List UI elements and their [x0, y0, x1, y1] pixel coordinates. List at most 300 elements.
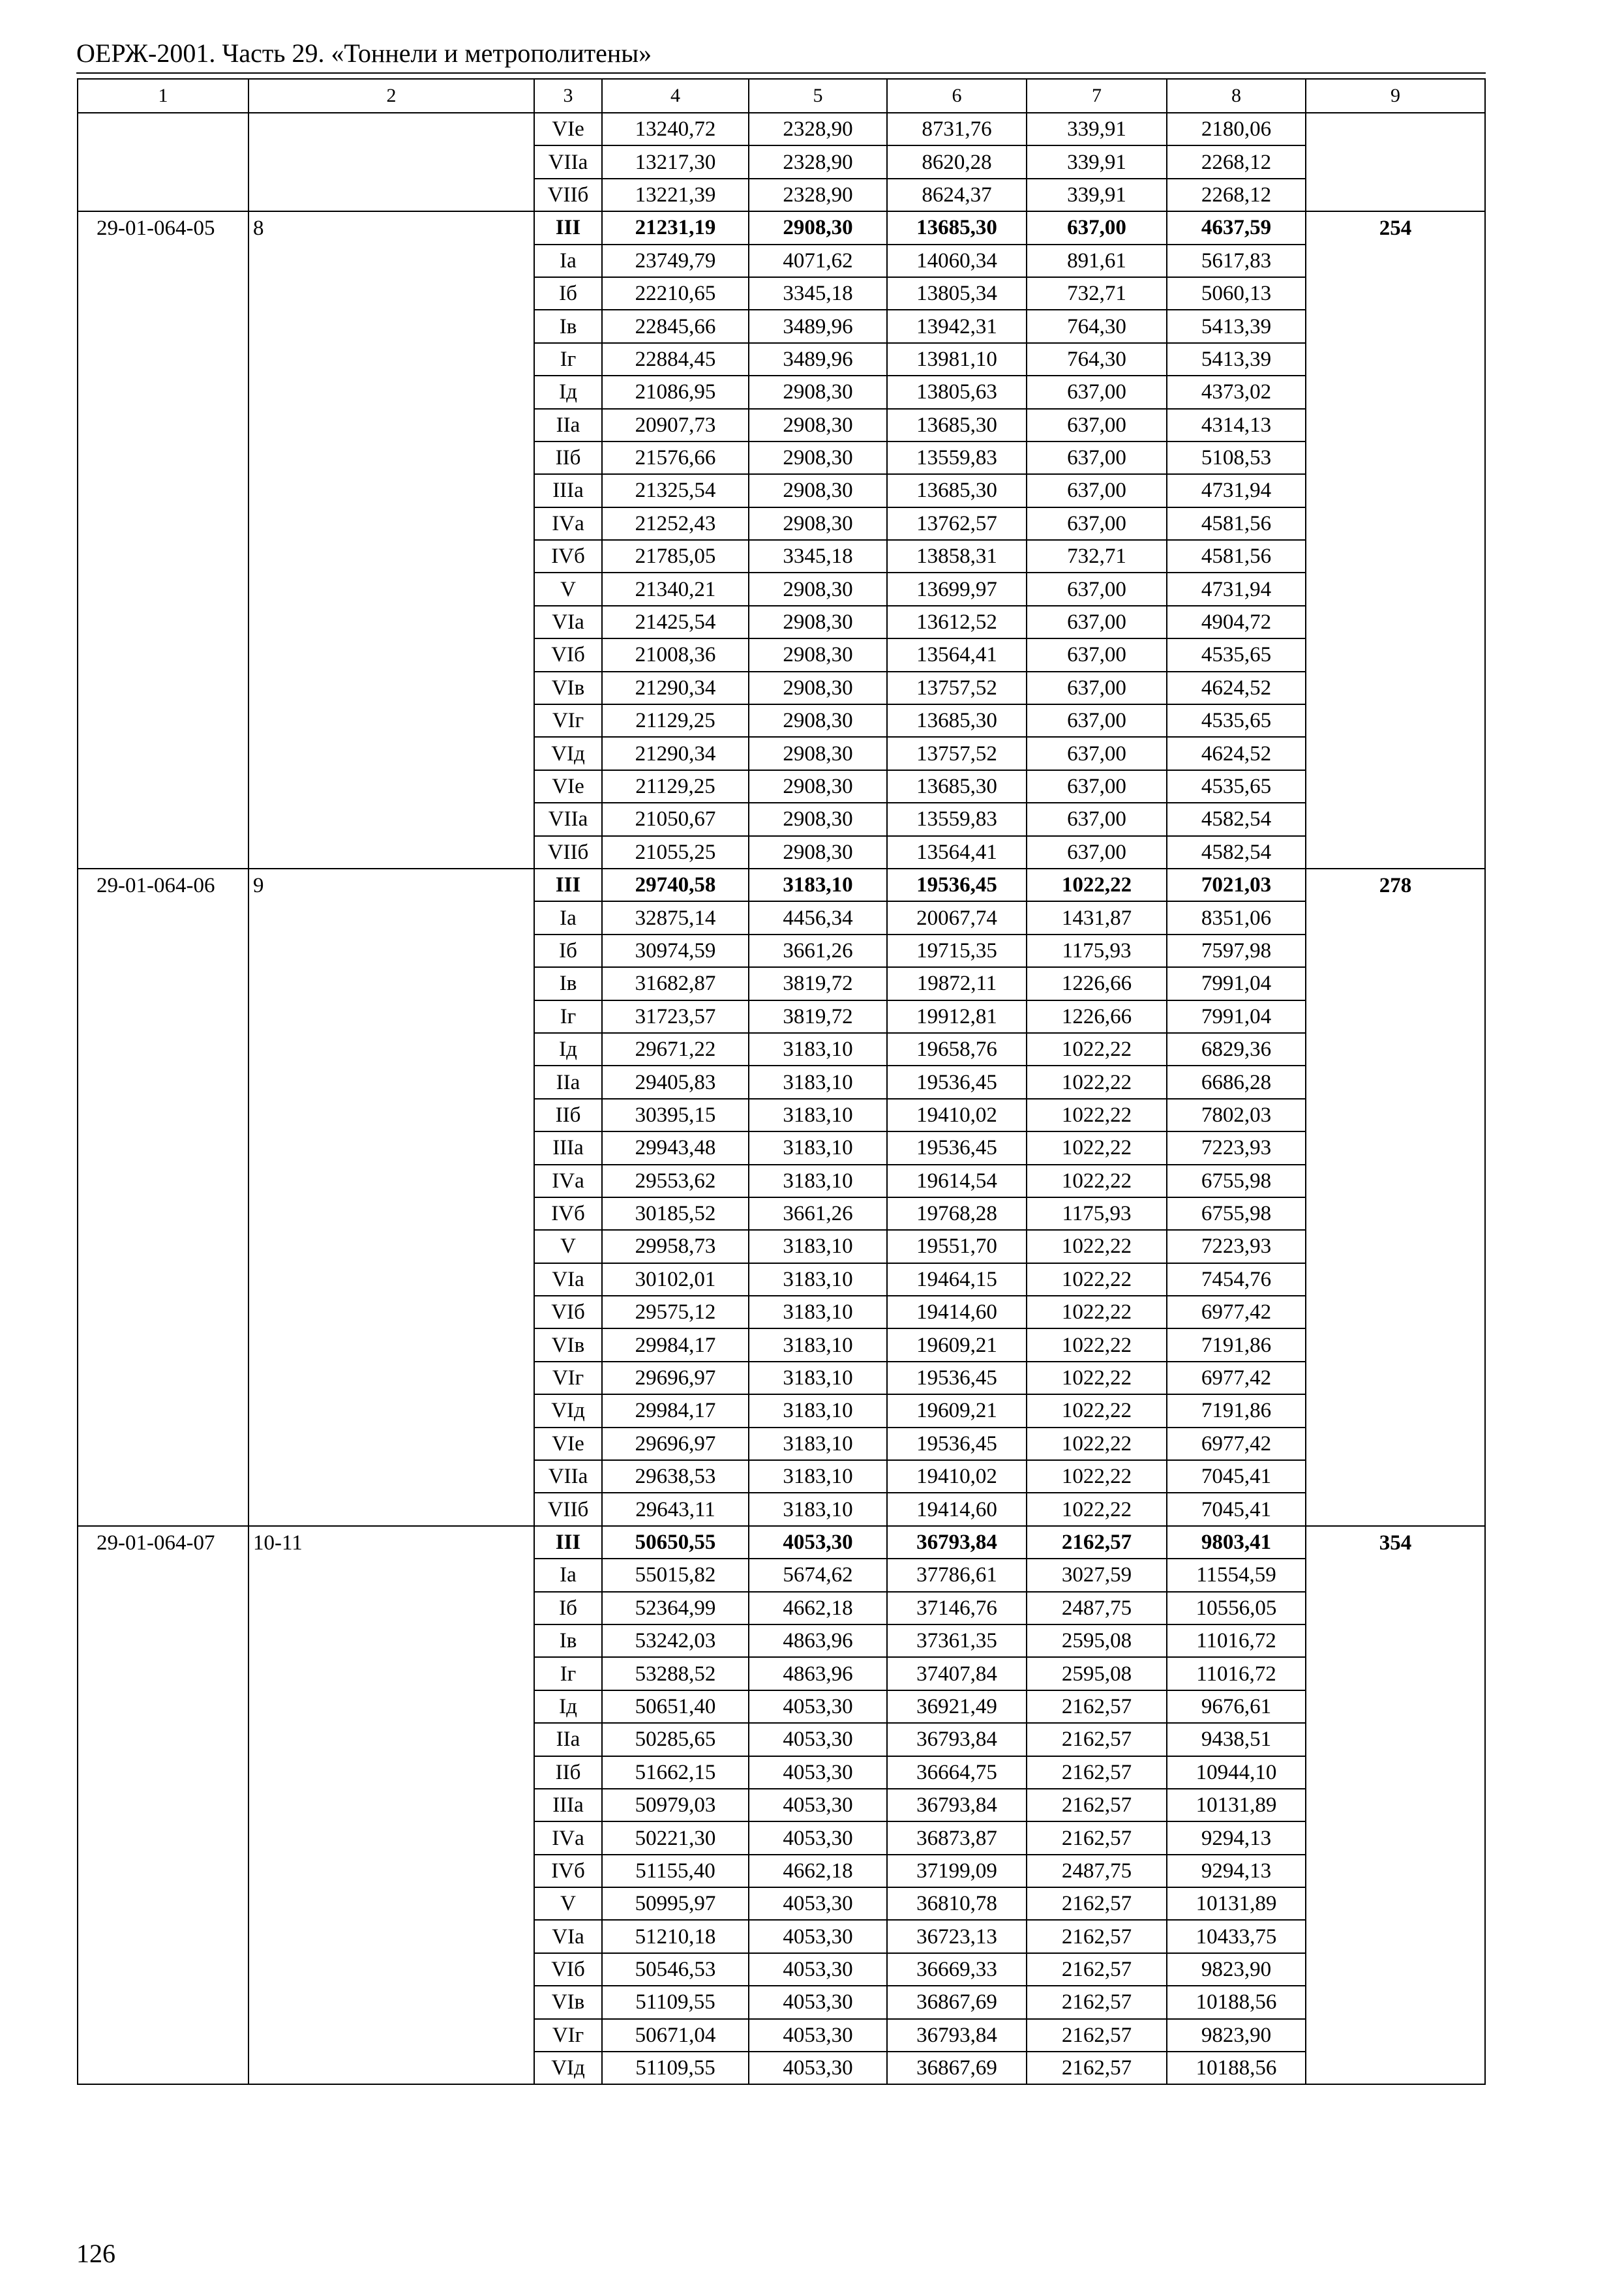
value-cell: 1431,87: [1027, 901, 1167, 934]
value-cell: 13221,39: [602, 179, 749, 211]
zone-cell: VIе: [534, 1428, 602, 1460]
value-cell: 32875,14: [602, 901, 749, 934]
value-cell: 3183,10: [749, 1328, 887, 1361]
value-cell: 2908,30: [749, 638, 887, 671]
zone-cell: Iв: [534, 967, 602, 1000]
value-cell: 1226,66: [1027, 967, 1167, 1000]
value-cell: 2595,08: [1027, 1624, 1167, 1657]
zone-cell: Iа: [534, 1559, 602, 1591]
value-cell: 29405,83: [602, 1066, 749, 1098]
zone-cell: VIд: [534, 2052, 602, 2084]
value-cell: 13685,30: [887, 409, 1027, 441]
value-cell: 52364,99: [602, 1592, 749, 1624]
value-cell: 3661,26: [749, 935, 887, 967]
value-cell: 3183,10: [749, 1493, 887, 1525]
value-cell: 2908,30: [749, 606, 887, 638]
value-cell: 9803,41: [1167, 1526, 1306, 1559]
value-cell: 10433,75: [1167, 1920, 1306, 1952]
zone-cell: VIIб: [534, 1493, 602, 1525]
value-cell: 6977,42: [1167, 1428, 1306, 1460]
value-cell: 637,00: [1027, 704, 1167, 737]
value-cell: 3183,10: [749, 1362, 887, 1394]
value-cell: 19872,11: [887, 967, 1027, 1000]
zone-cell: VIб: [534, 638, 602, 671]
column-header: 1: [78, 79, 248, 113]
soil-group: [248, 113, 534, 211]
value-cell: 29958,73: [602, 1230, 749, 1263]
value-cell: 7454,76: [1167, 1263, 1306, 1296]
zone-cell: VIб: [534, 1953, 602, 1986]
column9-value: 278: [1306, 869, 1485, 1526]
value-cell: 36793,84: [887, 1526, 1027, 1559]
value-cell: 3345,18: [749, 540, 887, 573]
zone-cell: IIIа: [534, 1789, 602, 1821]
value-cell: 10188,56: [1167, 1986, 1306, 2018]
value-cell: 7045,41: [1167, 1493, 1306, 1525]
value-cell: 10188,56: [1167, 2052, 1306, 2084]
value-cell: 2162,57: [1027, 1789, 1167, 1821]
value-cell: 50979,03: [602, 1789, 749, 1821]
value-cell: 36793,84: [887, 1723, 1027, 1756]
value-cell: 50221,30: [602, 1821, 749, 1854]
value-cell: 637,00: [1027, 441, 1167, 474]
zone-cell: VIа: [534, 1263, 602, 1296]
value-cell: 4863,96: [749, 1657, 887, 1690]
value-cell: 6977,42: [1167, 1296, 1306, 1328]
column9-value: [1306, 113, 1485, 211]
value-cell: 29638,53: [602, 1460, 749, 1493]
value-cell: 3183,10: [749, 1230, 887, 1263]
zone-cell: IIб: [534, 1099, 602, 1131]
value-cell: 2162,57: [1027, 1920, 1167, 1952]
value-cell: 6755,98: [1167, 1165, 1306, 1197]
value-cell: 4053,30: [749, 1821, 887, 1854]
value-cell: 3183,10: [749, 1394, 887, 1427]
value-cell: 339,91: [1027, 113, 1167, 145]
value-cell: 1175,93: [1027, 935, 1167, 967]
value-cell: 10131,89: [1167, 1887, 1306, 1920]
value-cell: 2908,30: [749, 409, 887, 441]
zone-cell: IIIа: [534, 1131, 602, 1164]
value-cell: 21231,19: [602, 211, 749, 244]
value-cell: 50651,40: [602, 1690, 749, 1723]
value-cell: 9676,61: [1167, 1690, 1306, 1723]
value-cell: 3183,10: [749, 869, 887, 901]
zone-cell: VIе: [534, 113, 602, 145]
value-cell: 55015,82: [602, 1559, 749, 1591]
value-cell: 3819,72: [749, 967, 887, 1000]
value-cell: 5413,39: [1167, 343, 1306, 376]
value-cell: 2595,08: [1027, 1657, 1167, 1690]
value-cell: 19464,15: [887, 1263, 1027, 1296]
value-cell: 29671,22: [602, 1033, 749, 1066]
value-cell: 51109,55: [602, 1986, 749, 2018]
value-cell: 13858,31: [887, 540, 1027, 573]
value-cell: 3489,96: [749, 343, 887, 376]
zone-cell: IVа: [534, 507, 602, 540]
value-cell: 2162,57: [1027, 1986, 1167, 2018]
value-cell: 7191,86: [1167, 1394, 1306, 1427]
zone-cell: IIа: [534, 1723, 602, 1756]
zone-cell: VIд: [534, 737, 602, 770]
value-cell: 4053,30: [749, 1953, 887, 1986]
value-cell: 3183,10: [749, 1263, 887, 1296]
value-cell: 2162,57: [1027, 1526, 1167, 1559]
value-cell: 2908,30: [749, 211, 887, 244]
value-cell: 13685,30: [887, 770, 1027, 803]
value-cell: 339,91: [1027, 145, 1167, 178]
value-cell: 4053,30: [749, 2052, 887, 2084]
value-cell: 2908,30: [749, 672, 887, 704]
value-cell: 21086,95: [602, 376, 749, 408]
value-cell: 21252,43: [602, 507, 749, 540]
rate-code: 29-01-064-07: [78, 1526, 248, 2085]
value-cell: 7191,86: [1167, 1328, 1306, 1361]
value-cell: 2268,12: [1167, 179, 1306, 211]
value-cell: 19414,60: [887, 1493, 1027, 1525]
value-cell: 2328,90: [749, 113, 887, 145]
value-cell: 4535,65: [1167, 638, 1306, 671]
value-cell: 2908,30: [749, 737, 887, 770]
zone-cell: Iб: [534, 277, 602, 310]
column-header: 6: [887, 79, 1027, 113]
column9-value: 354: [1306, 1526, 1485, 2085]
value-cell: 2908,30: [749, 770, 887, 803]
value-cell: 4582,54: [1167, 803, 1306, 835]
zone-cell: V: [534, 573, 602, 605]
value-cell: 637,00: [1027, 573, 1167, 605]
value-cell: 50546,53: [602, 1953, 749, 1986]
value-cell: 2487,75: [1027, 1855, 1167, 1887]
value-cell: 1022,22: [1027, 1394, 1167, 1427]
value-cell: 2487,75: [1027, 1592, 1167, 1624]
zone-cell: Iд: [534, 1690, 602, 1723]
value-cell: 13559,83: [887, 441, 1027, 474]
value-cell: 1022,22: [1027, 1099, 1167, 1131]
rates-table: [77, 78, 1486, 2085]
value-cell: 53242,03: [602, 1624, 749, 1657]
value-cell: 3183,10: [749, 1131, 887, 1164]
value-cell: 21290,34: [602, 737, 749, 770]
value-cell: 2328,90: [749, 179, 887, 211]
value-cell: 37199,09: [887, 1855, 1027, 1887]
value-cell: 1226,66: [1027, 1000, 1167, 1033]
value-cell: 36669,33: [887, 1953, 1027, 1986]
value-cell: 19609,21: [887, 1394, 1027, 1427]
soil-group: 8: [248, 211, 534, 869]
value-cell: 10944,10: [1167, 1756, 1306, 1789]
value-cell: 3661,26: [749, 1197, 887, 1230]
value-cell: 37361,35: [887, 1624, 1027, 1657]
value-cell: 21129,25: [602, 704, 749, 737]
value-cell: 37786,61: [887, 1559, 1027, 1591]
value-cell: 13757,52: [887, 672, 1027, 704]
value-cell: 339,91: [1027, 179, 1167, 211]
value-cell: 732,71: [1027, 277, 1167, 310]
value-cell: 4053,30: [749, 1690, 887, 1723]
value-cell: 4581,56: [1167, 540, 1306, 573]
value-cell: 19658,76: [887, 1033, 1027, 1066]
value-cell: 1022,22: [1027, 1296, 1167, 1328]
value-cell: 4053,30: [749, 2019, 887, 2052]
value-cell: 4731,94: [1167, 573, 1306, 605]
value-cell: 3183,10: [749, 1066, 887, 1098]
value-cell: 2180,06: [1167, 113, 1306, 145]
value-cell: 1022,22: [1027, 1165, 1167, 1197]
value-cell: 13762,57: [887, 507, 1027, 540]
value-cell: 19410,02: [887, 1099, 1027, 1131]
value-cell: 1022,22: [1027, 1131, 1167, 1164]
value-cell: 2908,30: [749, 573, 887, 605]
zone-cell: IIб: [534, 1756, 602, 1789]
column-header: 7: [1027, 79, 1167, 113]
column-header: 2: [248, 79, 534, 113]
value-cell: 8620,28: [887, 145, 1027, 178]
value-cell: 19536,45: [887, 1131, 1027, 1164]
value-cell: 29643,11: [602, 1493, 749, 1525]
column-header: 8: [1167, 79, 1306, 113]
soil-group: 9: [248, 869, 534, 1526]
value-cell: 13685,30: [887, 211, 1027, 244]
value-cell: 19414,60: [887, 1296, 1027, 1328]
value-cell: 9294,13: [1167, 1855, 1306, 1887]
zone-cell: Iд: [534, 1033, 602, 1066]
value-cell: 30102,01: [602, 1263, 749, 1296]
value-cell: 29943,48: [602, 1131, 749, 1164]
value-cell: 4581,56: [1167, 507, 1306, 540]
value-cell: 29984,17: [602, 1328, 749, 1361]
value-cell: 1022,22: [1027, 1263, 1167, 1296]
page-number: 126: [76, 2239, 115, 2268]
value-cell: 5617,83: [1167, 245, 1306, 277]
value-cell: 51210,18: [602, 1920, 749, 1952]
zone-cell: IVб: [534, 540, 602, 573]
value-cell: 7802,03: [1167, 1099, 1306, 1131]
value-cell: 4624,52: [1167, 672, 1306, 704]
zone-cell: Iг: [534, 343, 602, 376]
zone-cell: Iа: [534, 245, 602, 277]
zone-cell: VIг: [534, 704, 602, 737]
value-cell: 764,30: [1027, 310, 1167, 342]
value-cell: 19536,45: [887, 869, 1027, 901]
value-cell: 50995,97: [602, 1887, 749, 1920]
value-cell: 36664,75: [887, 1756, 1027, 1789]
value-cell: 21340,21: [602, 573, 749, 605]
value-cell: 7223,93: [1167, 1230, 1306, 1263]
column9-value: 254: [1306, 211, 1485, 869]
zone-cell: VIIб: [534, 179, 602, 211]
value-cell: 20067,74: [887, 901, 1027, 934]
page-header: ОЕРЖ-2001. Часть 29. «Тоннели и метрополитены»: [76, 38, 652, 68]
value-cell: 4535,65: [1167, 770, 1306, 803]
zone-cell: III: [534, 211, 602, 244]
value-cell: 14060,34: [887, 245, 1027, 277]
value-cell: 13805,34: [887, 277, 1027, 310]
value-cell: 2162,57: [1027, 1821, 1167, 1854]
zone-cell: IIа: [534, 409, 602, 441]
value-cell: 2328,90: [749, 145, 887, 178]
value-cell: 13612,52: [887, 606, 1027, 638]
zone-cell: VIб: [534, 1296, 602, 1328]
value-cell: 19715,35: [887, 935, 1027, 967]
value-cell: 9294,13: [1167, 1821, 1306, 1854]
value-cell: 7021,03: [1167, 869, 1306, 901]
value-cell: 37146,76: [887, 1592, 1027, 1624]
value-cell: 3027,59: [1027, 1559, 1167, 1591]
value-cell: 13564,41: [887, 638, 1027, 671]
zone-cell: VIг: [534, 2019, 602, 2052]
zone-cell: VIа: [534, 606, 602, 638]
value-cell: 19768,28: [887, 1197, 1027, 1230]
value-cell: 637,00: [1027, 474, 1167, 507]
value-cell: 11016,72: [1167, 1624, 1306, 1657]
value-cell: 4637,59: [1167, 211, 1306, 244]
value-cell: 50650,55: [602, 1526, 749, 1559]
value-cell: 19609,21: [887, 1328, 1027, 1361]
value-cell: 2908,30: [749, 803, 887, 835]
value-cell: 29984,17: [602, 1394, 749, 1427]
value-cell: 11016,72: [1167, 1657, 1306, 1690]
value-cell: 5674,62: [749, 1559, 887, 1591]
value-cell: 21055,25: [602, 836, 749, 869]
value-cell: 31682,87: [602, 967, 749, 1000]
value-cell: 3183,10: [749, 1165, 887, 1197]
value-cell: 2908,30: [749, 704, 887, 737]
value-cell: 29553,62: [602, 1165, 749, 1197]
rate-code: [78, 113, 248, 211]
value-cell: 13564,41: [887, 836, 1027, 869]
value-cell: 13559,83: [887, 803, 1027, 835]
zone-cell: IIб: [534, 441, 602, 474]
value-cell: 19614,54: [887, 1165, 1027, 1197]
value-cell: 1175,93: [1027, 1197, 1167, 1230]
value-cell: 4662,18: [749, 1855, 887, 1887]
zone-cell: VIг: [534, 1362, 602, 1394]
value-cell: 5060,13: [1167, 277, 1306, 310]
value-cell: 637,00: [1027, 770, 1167, 803]
zone-cell: III: [534, 1526, 602, 1559]
value-cell: 3819,72: [749, 1000, 887, 1033]
value-cell: 13685,30: [887, 704, 1027, 737]
value-cell: 4053,30: [749, 1756, 887, 1789]
value-cell: 51662,15: [602, 1756, 749, 1789]
value-cell: 6829,36: [1167, 1033, 1306, 1066]
value-cell: 637,00: [1027, 376, 1167, 408]
value-cell: 4053,30: [749, 1887, 887, 1920]
zone-cell: VIд: [534, 1394, 602, 1427]
value-cell: 764,30: [1027, 343, 1167, 376]
value-cell: 637,00: [1027, 737, 1167, 770]
value-cell: 2162,57: [1027, 1887, 1167, 1920]
value-cell: 29575,12: [602, 1296, 749, 1328]
value-cell: 1022,22: [1027, 1230, 1167, 1263]
value-cell: 3345,18: [749, 277, 887, 310]
value-cell: 21425,54: [602, 606, 749, 638]
value-cell: 4053,30: [749, 1526, 887, 1559]
value-cell: 4053,30: [749, 1986, 887, 2018]
value-cell: 3183,10: [749, 1460, 887, 1493]
value-cell: 5413,39: [1167, 310, 1306, 342]
value-cell: 4053,30: [749, 1723, 887, 1756]
value-cell: 8731,76: [887, 113, 1027, 145]
value-cell: 637,00: [1027, 409, 1167, 441]
value-cell: 22210,65: [602, 277, 749, 310]
value-cell: 50671,04: [602, 2019, 749, 2052]
value-cell: 36867,69: [887, 2052, 1027, 2084]
value-cell: 2908,30: [749, 507, 887, 540]
value-cell: 1022,22: [1027, 1460, 1167, 1493]
value-cell: 4053,30: [749, 1920, 887, 1952]
value-cell: 1022,22: [1027, 1328, 1167, 1361]
header-rule: [76, 72, 1486, 74]
value-cell: 637,00: [1027, 606, 1167, 638]
value-cell: 13217,30: [602, 145, 749, 178]
zone-cell: VIIб: [534, 836, 602, 869]
value-cell: 2908,30: [749, 376, 887, 408]
value-cell: 732,71: [1027, 540, 1167, 573]
value-cell: 21050,67: [602, 803, 749, 835]
value-cell: 637,00: [1027, 803, 1167, 835]
value-cell: 37407,84: [887, 1657, 1027, 1690]
value-cell: 2162,57: [1027, 2052, 1167, 2084]
column-header: 3: [534, 79, 602, 113]
value-cell: 9823,90: [1167, 2019, 1306, 2052]
value-cell: 53288,52: [602, 1657, 749, 1690]
value-cell: 2268,12: [1167, 145, 1306, 178]
value-cell: 891,61: [1027, 245, 1167, 277]
zone-cell: V: [534, 1230, 602, 1263]
value-cell: 29696,97: [602, 1428, 749, 1460]
value-cell: 3183,10: [749, 1428, 887, 1460]
value-cell: 4582,54: [1167, 836, 1306, 869]
value-cell: 8351,06: [1167, 901, 1306, 934]
value-cell: 13699,97: [887, 573, 1027, 605]
table-row: [78, 113, 1485, 145]
zone-cell: IVб: [534, 1855, 602, 1887]
value-cell: 2162,57: [1027, 2019, 1167, 2052]
table-row: [78, 211, 1485, 244]
value-cell: 2162,57: [1027, 1690, 1167, 1723]
value-cell: 6686,28: [1167, 1066, 1306, 1098]
value-cell: 637,00: [1027, 672, 1167, 704]
value-cell: 4624,52: [1167, 737, 1306, 770]
value-cell: 7045,41: [1167, 1460, 1306, 1493]
value-cell: 6977,42: [1167, 1362, 1306, 1394]
value-cell: 9823,90: [1167, 1953, 1306, 1986]
value-cell: 4863,96: [749, 1624, 887, 1657]
value-cell: 20907,73: [602, 409, 749, 441]
value-cell: 21325,54: [602, 474, 749, 507]
value-cell: 21008,36: [602, 638, 749, 671]
value-cell: 4535,65: [1167, 704, 1306, 737]
value-cell: 3183,10: [749, 1099, 887, 1131]
value-cell: 2908,30: [749, 474, 887, 507]
value-cell: 3183,10: [749, 1033, 887, 1066]
value-cell: 36873,87: [887, 1821, 1027, 1854]
value-cell: 30974,59: [602, 935, 749, 967]
value-cell: 19536,45: [887, 1428, 1027, 1460]
value-cell: 4053,30: [749, 1789, 887, 1821]
value-cell: 31723,57: [602, 1000, 749, 1033]
value-cell: 7223,93: [1167, 1131, 1306, 1164]
column-header: 9: [1306, 79, 1485, 113]
value-cell: 7991,04: [1167, 1000, 1306, 1033]
value-cell: 4071,62: [749, 245, 887, 277]
value-cell: 7991,04: [1167, 967, 1306, 1000]
value-cell: 29696,97: [602, 1362, 749, 1394]
value-cell: 637,00: [1027, 638, 1167, 671]
value-cell: 51155,40: [602, 1855, 749, 1887]
